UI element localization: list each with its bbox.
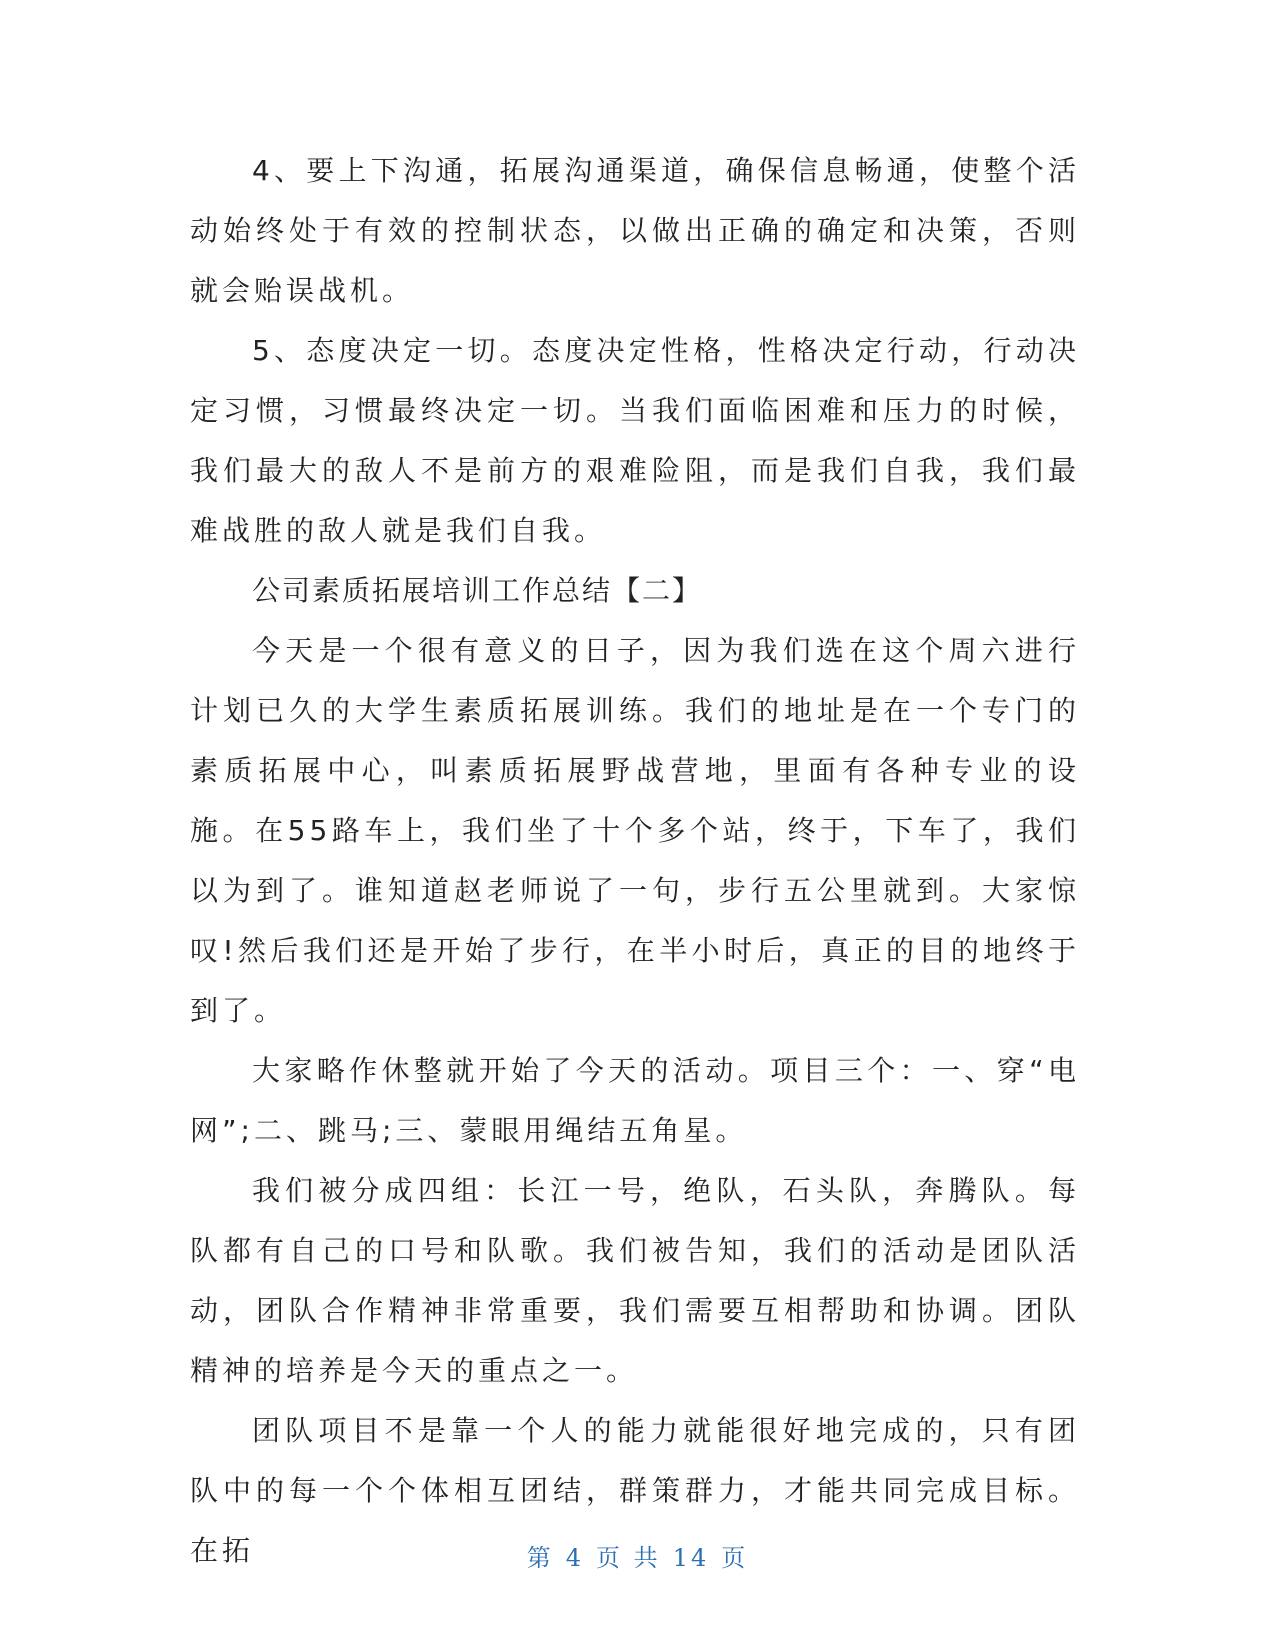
paragraph-item-5: 5、态度决定一切。态度决定性格，性格决定行动，行动决定习惯，习惯最终决定一切。当我们面临困难和压力的时候，我们最大的敌人不是前方的艰难险阻，而是我们自我，我们最难战胜的敌人就是我们自我。	[190, 334, 1080, 547]
paragraph-item-4: 4、要上下沟通，拓展沟通渠道，确保信息畅通，使整个活动始终处于有效的控制状态，以做出正确的确定和决策，否则就会贻误战机。	[190, 154, 1080, 307]
paragraph-teamwork: 团队项目不是靠一个人的能力就能很好地完成的，只有团队中的每一个个体相互团结，群策群力，才能共同完成目标。在拓	[190, 1414, 1080, 1567]
document-body	[190, 141, 1080, 1581]
paragraph-activities: 大家略作休整就开始了今天的活动。项目三个：一、穿“电网”;二、跳马;三、蒙眼用绳结五角星。	[190, 1054, 1080, 1147]
footer-prefix: 第	[526, 1544, 554, 1572]
footer-current-page: 4	[565, 1544, 585, 1572]
paragraph-groups: 我们被分成四组：长江一号，绝队，石头队，奔腾队。每队都有自己的口号和队歌。我们被告知，我们的活动是团队活动，团队合作精神非常重要，我们需要互相帮助和协调。团队精神的培养是今天的重点之一。	[190, 1174, 1080, 1387]
section-heading: 公司素质拓展培训工作总结【二】	[252, 574, 703, 607]
footer-middle: 页 共	[596, 1544, 661, 1572]
paragraph-intro: 今天是一个很有意义的日子，因为我们选在这个周六进行计划已久的大学生素质拓展训练。我们的地址是在一个专门的素质拓展中心，叫素质拓展野战营地，里面有各种专业的设施。在55路车上，我们坐了十个多个站，终于，下车了，我们以为到了。谁知道赵老师说了一句，步行五公里就到。大家惊叹!然后我们还是开始了步行，在半小时后，真正的目的地终于到了。	[190, 634, 1080, 1027]
footer-suffix: 页	[721, 1544, 749, 1572]
footer-total-pages: 14	[672, 1544, 710, 1572]
page-number-footer	[0, 1538, 1275, 1573]
